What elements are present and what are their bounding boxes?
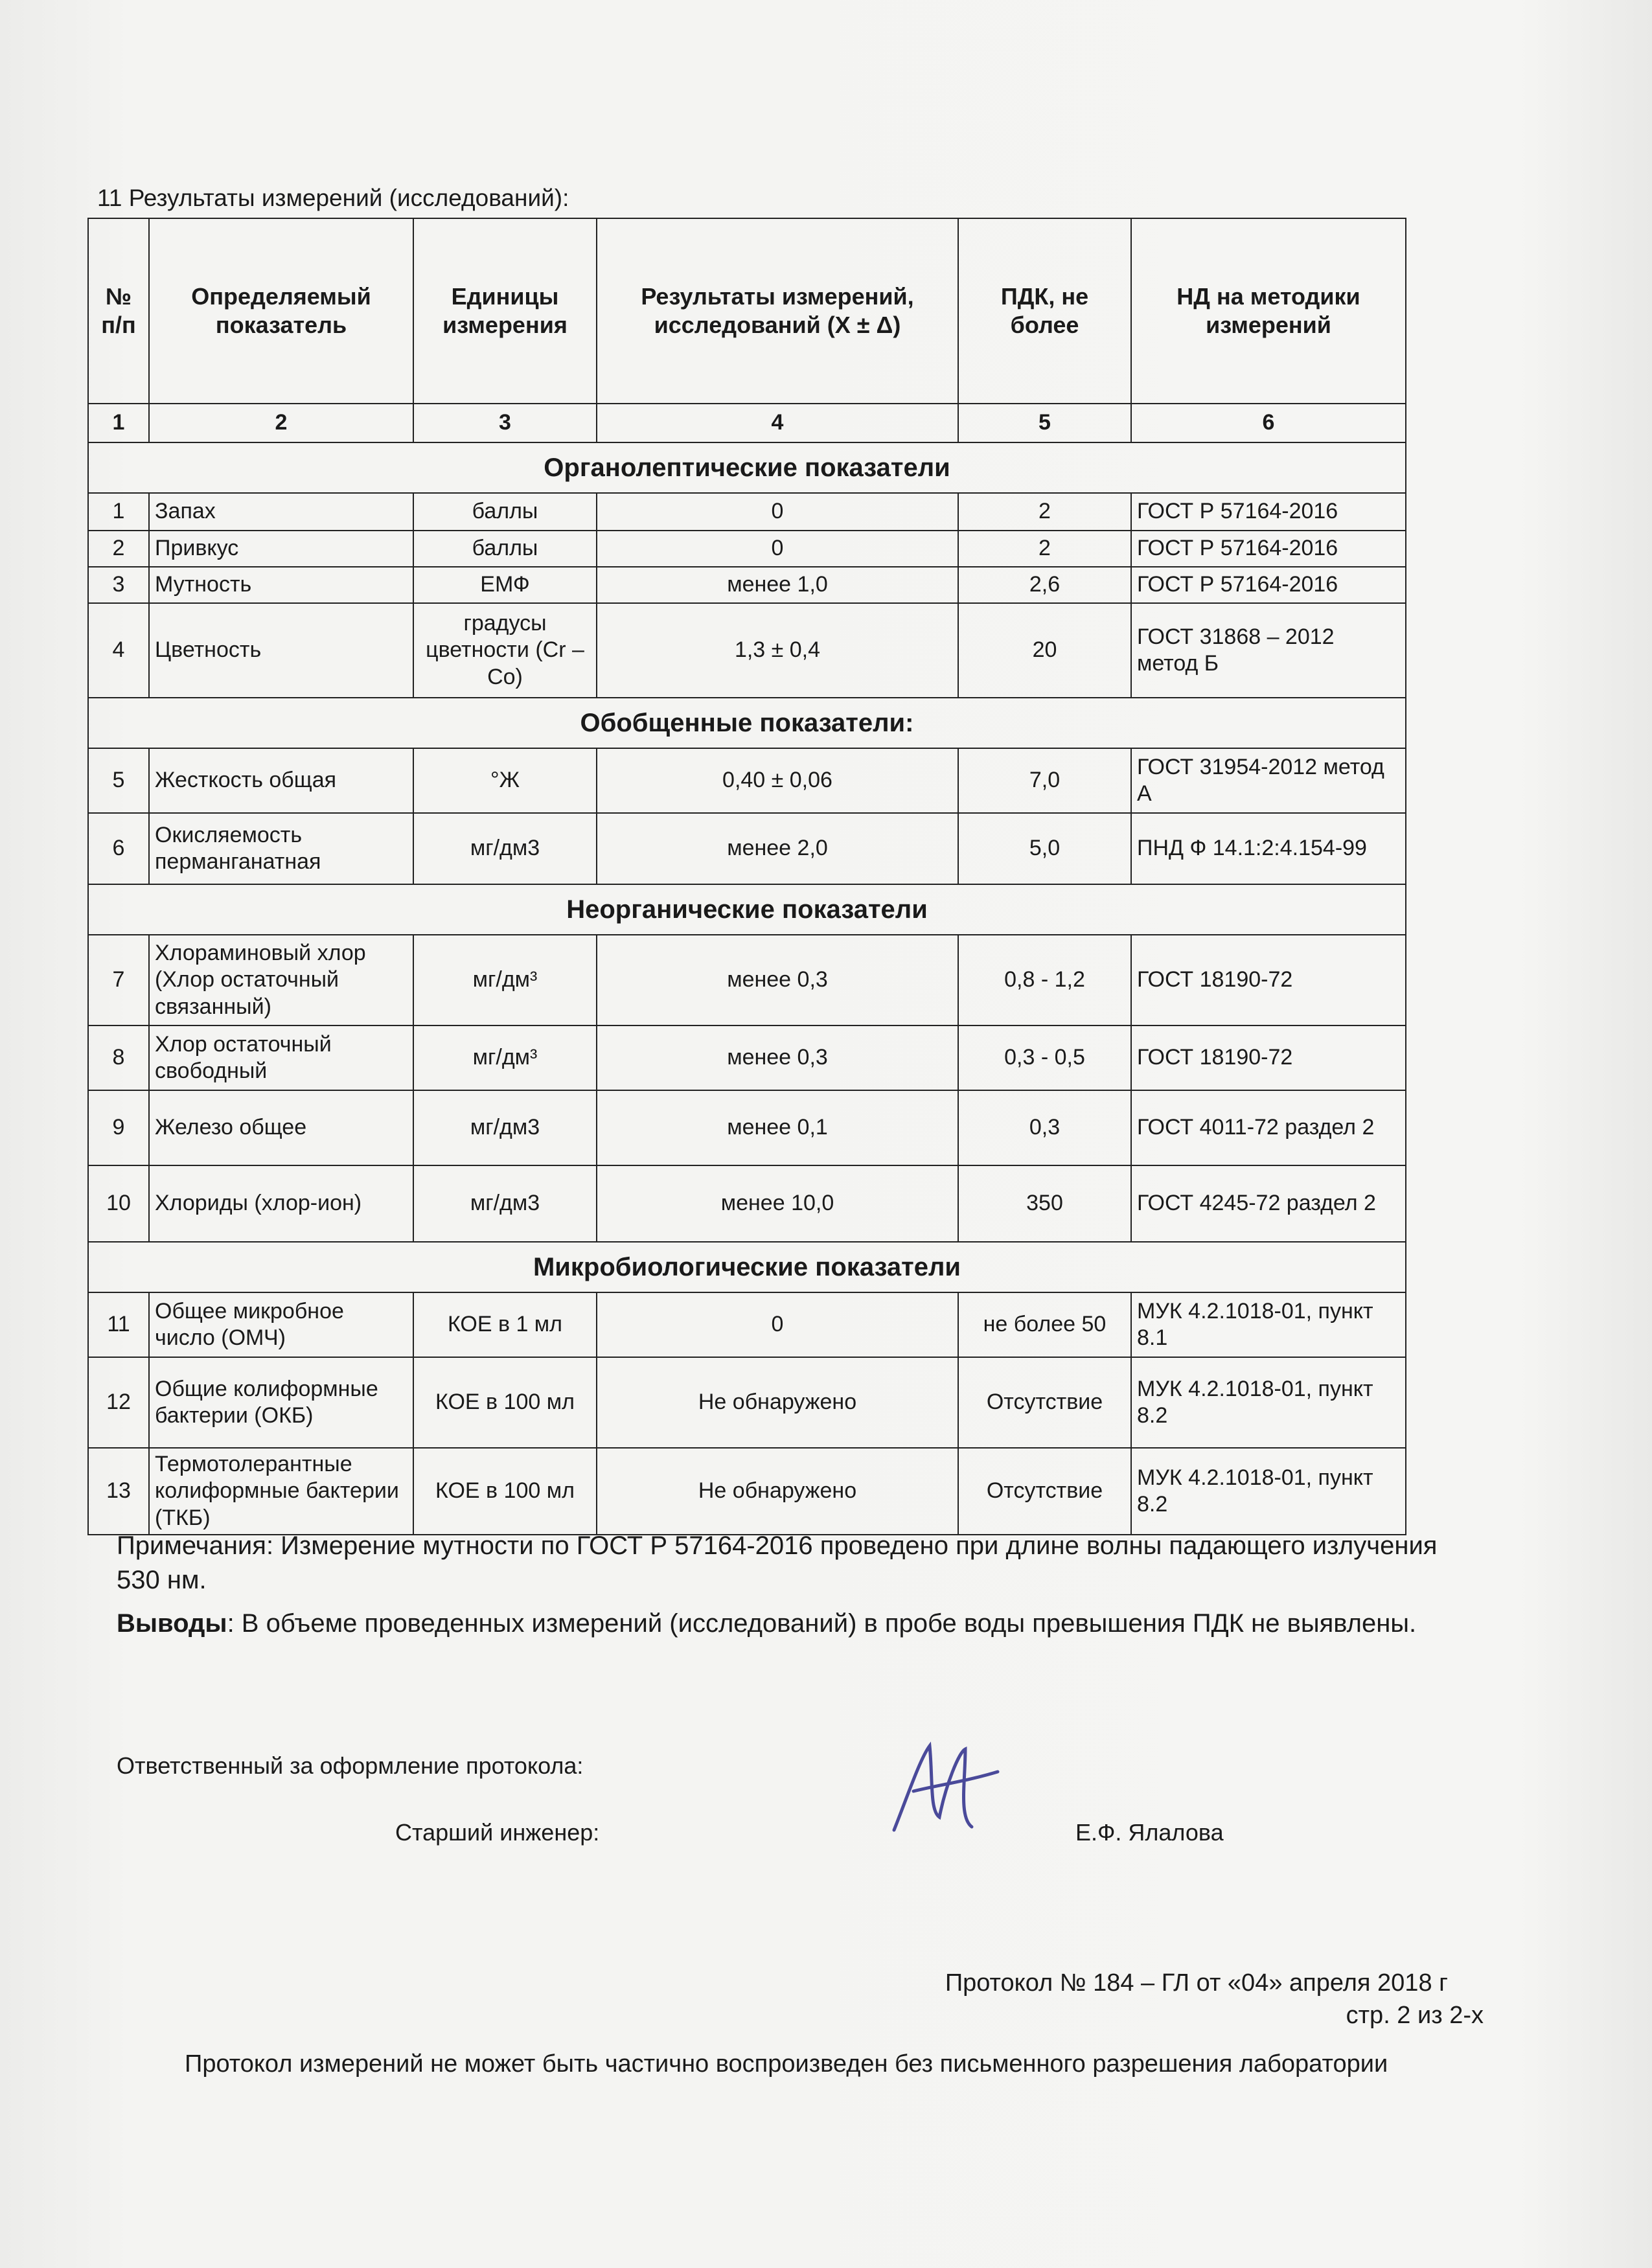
indicator-name: Термотолерантные колиформные бактерии (ТКБ) [149,1448,413,1535]
header-cell: Определяемый показатель [149,218,413,404]
result: менее 0,1 [597,1090,958,1165]
indicator-name: Хлораминовый хлор (Хлор остаточный связанный) [149,935,413,1025]
result: 0 [597,493,958,531]
section-title: 11 Результаты измерений (исследований): [97,185,569,211]
pdk: 350 [958,1165,1131,1242]
result: менее 1,0 [597,567,958,603]
indicator-name: Цветность [149,603,413,698]
pdk: 2,6 [958,567,1131,603]
responsible-label: Ответственный за оформление протокола: [117,1752,584,1779]
group-header-row [88,884,1406,935]
position-label: Старший инженер: [395,1819,600,1846]
conclusion-label: Выводы [117,1609,227,1638]
method: МУК 4.2.1018-01, пункт 8.1 [1131,1292,1406,1357]
unit: градусы цветности (Cr – Co) [413,603,597,698]
unit: КОЕ в 100 мл [413,1357,597,1448]
method: ГОСТ 31954-2012 метод А [1131,748,1406,813]
column-number: 5 [958,404,1131,442]
page-number: стр. 2 из 2-х [1346,2002,1484,2029]
pdk: 20 [958,603,1131,698]
result: 0,40 ± 0,06 [597,748,958,813]
row-number: 2 [88,531,149,567]
unit: КОЕ в 1 мл [413,1292,597,1357]
group-title: Микробиологические показатели [88,1242,1406,1292]
unit: ЕМФ [413,567,597,603]
result: менее 0,3 [597,1025,958,1090]
header-cell: Единицы измерения [413,218,597,404]
responsible-name: Е.Ф. Ялалова [1075,1819,1224,1846]
method: ПНД Ф 14.1:2:4.154-99 [1131,813,1406,884]
pdk: 0,8 - 1,2 [958,935,1131,1025]
note-paragraph [117,1529,1484,1598]
group-title: Органолептические показатели [88,442,1406,493]
pdk: 2 [958,531,1131,567]
method: ГОСТ Р 57164-2016 [1131,493,1406,531]
header-row [88,218,1406,404]
result: 0 [597,1292,958,1357]
result: 1,3 ± 0,4 [597,603,958,698]
row-number: 7 [88,935,149,1025]
indicator-name: Общее микробное число (ОМЧ) [149,1292,413,1357]
method: ГОСТ 18190-72 [1131,935,1406,1025]
row-number: 10 [88,1165,149,1242]
table-row [88,748,1406,813]
column-number: 3 [413,404,597,442]
table-row [88,813,1406,884]
pdk: Отсутствие [958,1357,1131,1448]
indicator-name: Жесткость общая [149,748,413,813]
row-number: 4 [88,603,149,698]
table-row [88,1448,1406,1535]
pdk: 5,0 [958,813,1131,884]
pdk: 2 [958,493,1131,531]
protocol-number: Протокол № 184 – ГЛ от «04» апреля 2018 г [945,1969,1448,1997]
unit: баллы [413,531,597,567]
method: ГОСТ 18190-72 [1131,1025,1406,1090]
indicator-name: Хлор остаточный свободный [149,1025,413,1090]
table-row [88,1025,1406,1090]
method: ГОСТ Р 57164-2016 [1131,531,1406,567]
conclusion-paragraph [117,1607,1484,1641]
method: МУК 4.2.1018-01, пункт 8.2 [1131,1357,1406,1448]
indicator-name: Общие колиформные бактерии (ОКБ) [149,1357,413,1448]
row-number: 1 [88,493,149,531]
column-number: 4 [597,404,958,442]
indicator-name: Мутность [149,567,413,603]
indicator-name: Окисляемость перманганатная [149,813,413,884]
group-header-row [88,442,1406,493]
method: МУК 4.2.1018-01, пункт 8.2 [1131,1448,1406,1535]
column-number-row [88,404,1406,442]
group-header-row [88,1242,1406,1292]
row-number: 13 [88,1448,149,1535]
note-label: Примечания: [117,1531,274,1560]
results-table [87,218,1406,1535]
pdk: 7,0 [958,748,1131,813]
row-number: 9 [88,1090,149,1165]
method: ГОСТ 31868 – 2012 метод Б [1131,603,1406,698]
table-row [88,531,1406,567]
handwritten-signature [868,1720,1017,1850]
indicator-name: Хлориды (хлор-ион) [149,1165,413,1242]
row-number: 6 [88,813,149,884]
row-number: 12 [88,1357,149,1448]
disclaimer: Протокол измерений не может быть частично воспроизведен без письменного разрешения лаборатории [185,2050,1388,2078]
indicator-name: Железо общее [149,1090,413,1165]
unit: баллы [413,493,597,531]
group-title: Обобщенные показатели: [88,698,1406,748]
pdk: 0,3 - 0,5 [958,1025,1131,1090]
pdk: 0,3 [958,1090,1131,1165]
method: ГОСТ 4245-72 раздел 2 [1131,1165,1406,1242]
indicator-name: Привкус [149,531,413,567]
unit: мг/дм3 [413,813,597,884]
unit: мг/дм3 [413,1090,597,1165]
method: ГОСТ Р 57164-2016 [1131,567,1406,603]
method: ГОСТ 4011-72 раздел 2 [1131,1090,1406,1165]
column-number: 2 [149,404,413,442]
indicator-name: Запах [149,493,413,531]
table-row [88,1357,1406,1448]
result: Не обнаружено [597,1448,958,1535]
unit: мг/дм3 [413,1165,597,1242]
unit: °Ж [413,748,597,813]
unit: мг/дм³ [413,935,597,1025]
note-text: Измерение мутности по ГОСТ Р 57164-2016 проведено при длине волны падающего излучения 530 нм. [117,1531,1438,1594]
table-row [88,1090,1406,1165]
column-number: 6 [1131,404,1406,442]
row-number: 3 [88,567,149,603]
result: менее 0,3 [597,935,958,1025]
group-header-row [88,698,1406,748]
table-row [88,1292,1406,1357]
table-row [88,1165,1406,1242]
conclusion-text: : В объеме проведенных измерений (исследований) в пробе воды превышения ПДК не выявлены. [227,1609,1417,1638]
header-cell: № п/п [88,218,149,404]
header-cell: НД на методики измерений [1131,218,1406,404]
result: менее 2,0 [597,813,958,884]
table-row [88,567,1406,603]
result: 0 [597,531,958,567]
group-title: Неорганические показатели [88,884,1406,935]
result: менее 10,0 [597,1165,958,1242]
row-number: 8 [88,1025,149,1090]
table-row [88,603,1406,698]
header-cell: Результаты измерений, исследований (Х ± Δ) [597,218,958,404]
unit: мг/дм³ [413,1025,597,1090]
table-row [88,935,1406,1025]
row-number: 11 [88,1292,149,1357]
row-number: 5 [88,748,149,813]
result: Не обнаружено [597,1357,958,1448]
pdk: Отсутствие [958,1448,1131,1535]
unit: КОЕ в 100 мл [413,1448,597,1535]
column-number: 1 [88,404,149,442]
pdk: не более 50 [958,1292,1131,1357]
table-row [88,493,1406,531]
header-cell: ПДК, не более [958,218,1131,404]
